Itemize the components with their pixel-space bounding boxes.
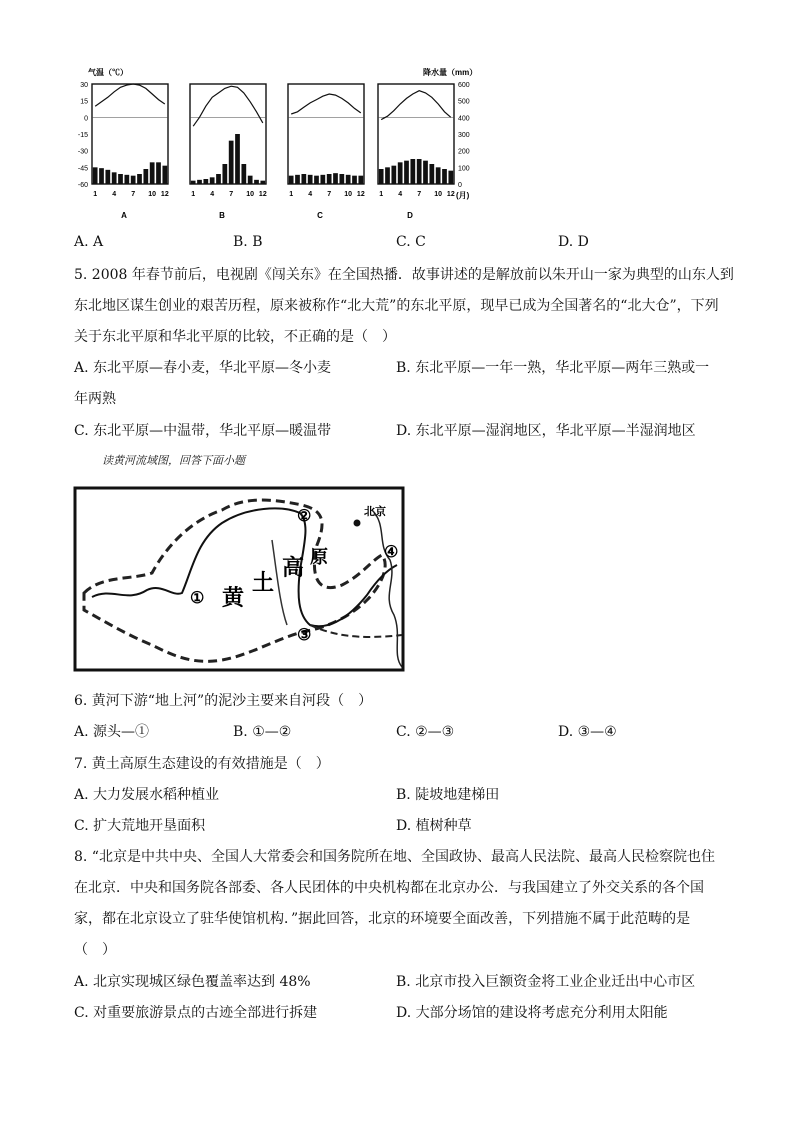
month-tick-label: 7 [417, 191, 422, 198]
q5-option-d[interactable]: D. 东北平原—湿润地区，华北平原—半湿润地区 [396, 423, 696, 439]
precipitation-bar [260, 181, 265, 184]
panel-label: B [219, 211, 225, 220]
precipitation-bar [385, 167, 390, 184]
q6-option-b[interactable]: B. ①—② [233, 724, 292, 740]
precipitation-bar [410, 159, 415, 184]
q7-option-d[interactable]: D. 植树种草 [396, 818, 472, 834]
q5-option-b[interactable]: B. 东北平原—一年一熟，华北平原—两年三熟或一 [396, 360, 710, 376]
q8-stem-line-1: 8. “北京是中共中央、全国人大常委会和国务院所在地、全国政协、最高人民法院、最高人民检察院也住 [74, 849, 715, 865]
q5-stem-line-3: 关于东北平原和华北平原的比较，不正确的是（ ） [74, 329, 396, 345]
month-tick-label: 1 [191, 191, 196, 198]
month-tick-label: 4 [308, 191, 313, 198]
panel-frame [190, 84, 266, 184]
q4-option-a[interactable]: A. A [74, 234, 104, 250]
precipitation-tick-label: 600 [458, 82, 470, 89]
precipitation-bar [156, 162, 161, 184]
precipitation-bar [327, 174, 332, 184]
temperature-curve [95, 84, 165, 106]
precipitation-bar [254, 180, 259, 184]
month-tick-label: 7 [327, 191, 332, 198]
precipitation-bar [162, 166, 167, 184]
temperature-tick-label: -30 [77, 148, 88, 156]
precipitation-bar [301, 174, 306, 184]
precipitation-bar [423, 161, 428, 184]
q8-option-b[interactable]: B. 北京市投入巨额资金将工业企业迁出中心市区 [396, 974, 696, 990]
marker-1: ① [190, 590, 205, 607]
climate-panel-c [288, 84, 365, 220]
month-tick-label: 7 [229, 191, 234, 198]
precipitation-bar [105, 170, 110, 184]
temperature-ticks [78, 82, 88, 189]
month-tick-label: 1 [379, 191, 384, 198]
precipitation-tick-label: 200 [458, 148, 470, 156]
temperature-tick-label: -60 [77, 182, 88, 189]
q8-option-d[interactable]: D. 大部分场馆的建设将考虑充分利用太阳能 [396, 1005, 668, 1021]
precipitation-bar [216, 174, 221, 184]
temperature-axis-title: 气温（℃） [88, 68, 128, 77]
temperature-curve [381, 91, 451, 120]
precipitation-bar [391, 166, 396, 184]
precipitation-bar [143, 169, 148, 184]
temperature-tick-label: -45 [77, 165, 88, 173]
precipitation-bar [222, 164, 227, 184]
precipitation-bar [379, 169, 384, 184]
precipitation-bar [436, 167, 441, 184]
q5-stem-line-1: 5. 2008 年春节前后，电视剧《闯关东》在全国热播．故事讲述的是解放前以朱开山一家为典型的山东人到 [74, 267, 734, 283]
precipitation-bar [358, 176, 363, 184]
precipitation-bar [203, 179, 208, 184]
precipitation-ticks [458, 82, 470, 189]
climate-panel-b [190, 84, 267, 220]
q5-option-c[interactable]: C. 东北平原—中温带，华北平原—暖温带 [74, 423, 332, 439]
precipitation-bar [137, 174, 142, 184]
temperature-curve [291, 94, 361, 114]
month-unit-label: (月) [456, 191, 470, 200]
q6-stem: 6. 黄河下游“地上河”的泥沙主要来自河段（ ） [74, 693, 373, 709]
precipitation-bar [442, 169, 447, 184]
precipitation-bar [93, 167, 98, 184]
q4-option-b[interactable]: B. B [233, 234, 263, 250]
q6-option-a[interactable]: A. 源头—① [74, 724, 150, 740]
precipitation-bar [352, 176, 357, 184]
month-tick-label: 7 [131, 191, 136, 198]
precipitation-bar [131, 176, 136, 184]
precipitation-bar [333, 173, 338, 184]
precipitation-bar [150, 162, 155, 184]
q8-stem-line-2: 在北京．中央和国务院各部委、各人民团体的中央机构都在北京办公．与我国建立了外交关系的各个国 [74, 880, 704, 896]
precipitation-bar [289, 176, 294, 184]
temperature-tick-label: 15 [80, 98, 88, 106]
precipitation-bar [191, 181, 196, 184]
q5-option-a[interactable]: A. 东北平原—春小麦，华北平原—冬小麦 [74, 360, 332, 376]
precipitation-bar [248, 176, 253, 184]
precipitation-bar [241, 164, 246, 184]
precipitation-bar [320, 175, 325, 184]
panel-label: A [121, 211, 127, 220]
q4-option-c[interactable]: C. C [396, 234, 426, 250]
q4-option-d[interactable]: D. D [558, 234, 589, 250]
precipitation-bar [448, 171, 453, 184]
precipitation-tick-label: 400 [458, 115, 470, 123]
precipitation-axis-title: 降水量（mm） [423, 68, 478, 77]
month-tick-label: 12 [258, 191, 267, 198]
temperature-tick-label: 30 [80, 82, 88, 89]
q5-option-b-continued: 年两熟 [74, 391, 116, 407]
month-tick-label: 12 [356, 191, 365, 198]
precipitation-bar [118, 174, 123, 184]
q7-option-b[interactable]: B. 陡坡地建梯田 [396, 787, 500, 803]
beijing-dot [354, 520, 361, 527]
precipitation-bar [429, 164, 434, 184]
month-tick-label: 1 [289, 191, 294, 198]
precipitation-bar [124, 175, 129, 184]
precipitation-bar [229, 141, 234, 184]
month-tick-label: 4 [112, 191, 117, 198]
precipitation-bar [197, 180, 202, 184]
climate-panel-a [92, 84, 169, 220]
q7-option-c[interactable]: C. 扩大荒地开垦面积 [74, 818, 206, 834]
beijing-label: 北京 [364, 506, 386, 518]
panel-label: D [407, 211, 413, 220]
climate-panels [92, 84, 455, 220]
plateau-char-4: 原 [310, 547, 328, 567]
temperature-tick-label: -15 [77, 132, 88, 139]
precipitation-bar [404, 161, 409, 184]
q8-stem-line-4: （ ） [74, 942, 116, 958]
map-caption: 读黄河流域图，回答下面小题 [102, 454, 245, 467]
panel-label: C [317, 211, 323, 220]
q6-option-d[interactable]: D. ③—④ [558, 724, 617, 740]
precipitation-bar [398, 162, 403, 184]
marker-3: ③ [297, 627, 312, 644]
month-tick-label: 10 [246, 191, 255, 198]
panel-frame [288, 84, 364, 184]
climate-charts-figure [68, 62, 508, 230]
month-tick-label: 1 [93, 191, 98, 198]
marker-4: ④ [384, 544, 399, 561]
month-tick-label: 10 [434, 191, 443, 198]
marker-2: ② [297, 508, 312, 525]
temperature-curve [193, 86, 263, 126]
precipitation-tick-label: 100 [458, 165, 470, 173]
month-tick-label: 12 [160, 191, 169, 198]
precipitation-tick-label: 500 [458, 98, 470, 106]
precipitation-bar [210, 177, 215, 184]
month-tick-label: 10 [148, 191, 157, 198]
plateau-char-1: 黄 [222, 585, 245, 610]
plateau-char-2: 土 [252, 570, 275, 595]
q6-option-c[interactable]: C. ②—③ [396, 724, 455, 740]
q8-option-a[interactable]: A. 北京实现城区绿色覆盖率达到 48% [74, 974, 311, 990]
precipitation-bar [235, 134, 240, 184]
month-tick-label: 4 [210, 191, 215, 198]
q5-stem-line-2: 东北地区谋生创业的艰苦历程，原来被称作“北大荒”的东北平原，现早已成为全国著名的“北大仓”，下列 [74, 298, 719, 314]
q8-option-c[interactable]: C. 对重要旅游景点的古迹全部进行拆建 [74, 1005, 318, 1021]
precipitation-bar [339, 174, 344, 184]
precipitation-bar [295, 175, 300, 184]
precipitation-tick-label: 300 [458, 132, 470, 139]
yellow-river-map [72, 485, 408, 673]
precipitation-bar [112, 172, 117, 184]
precipitation-bar [346, 175, 351, 184]
precipitation-tick-label: 0 [458, 182, 462, 189]
q8-stem-line-3: 家，都在北京设立了驻华使馆机构．”据此回答，北京的环境要全面改善，下列措施不属于此范畴的是 [74, 911, 691, 927]
precipitation-bar [314, 176, 319, 184]
q7-stem: 7. 黄土高原生态建设的有效措施是（ ） [74, 756, 330, 772]
month-tick-label: 10 [344, 191, 353, 198]
precipitation-bar [308, 175, 313, 184]
month-tick-label: 4 [398, 191, 403, 198]
q7-option-a[interactable]: A. 大力发展水稻种植业 [74, 787, 220, 803]
precipitation-bar [417, 159, 422, 184]
precipitation-bar [99, 168, 104, 184]
temperature-tick-label: 0 [84, 115, 88, 123]
plateau-char-3: 高 [282, 555, 305, 580]
climate-panel-d [378, 84, 455, 220]
month-tick-label: 12 [446, 191, 455, 198]
